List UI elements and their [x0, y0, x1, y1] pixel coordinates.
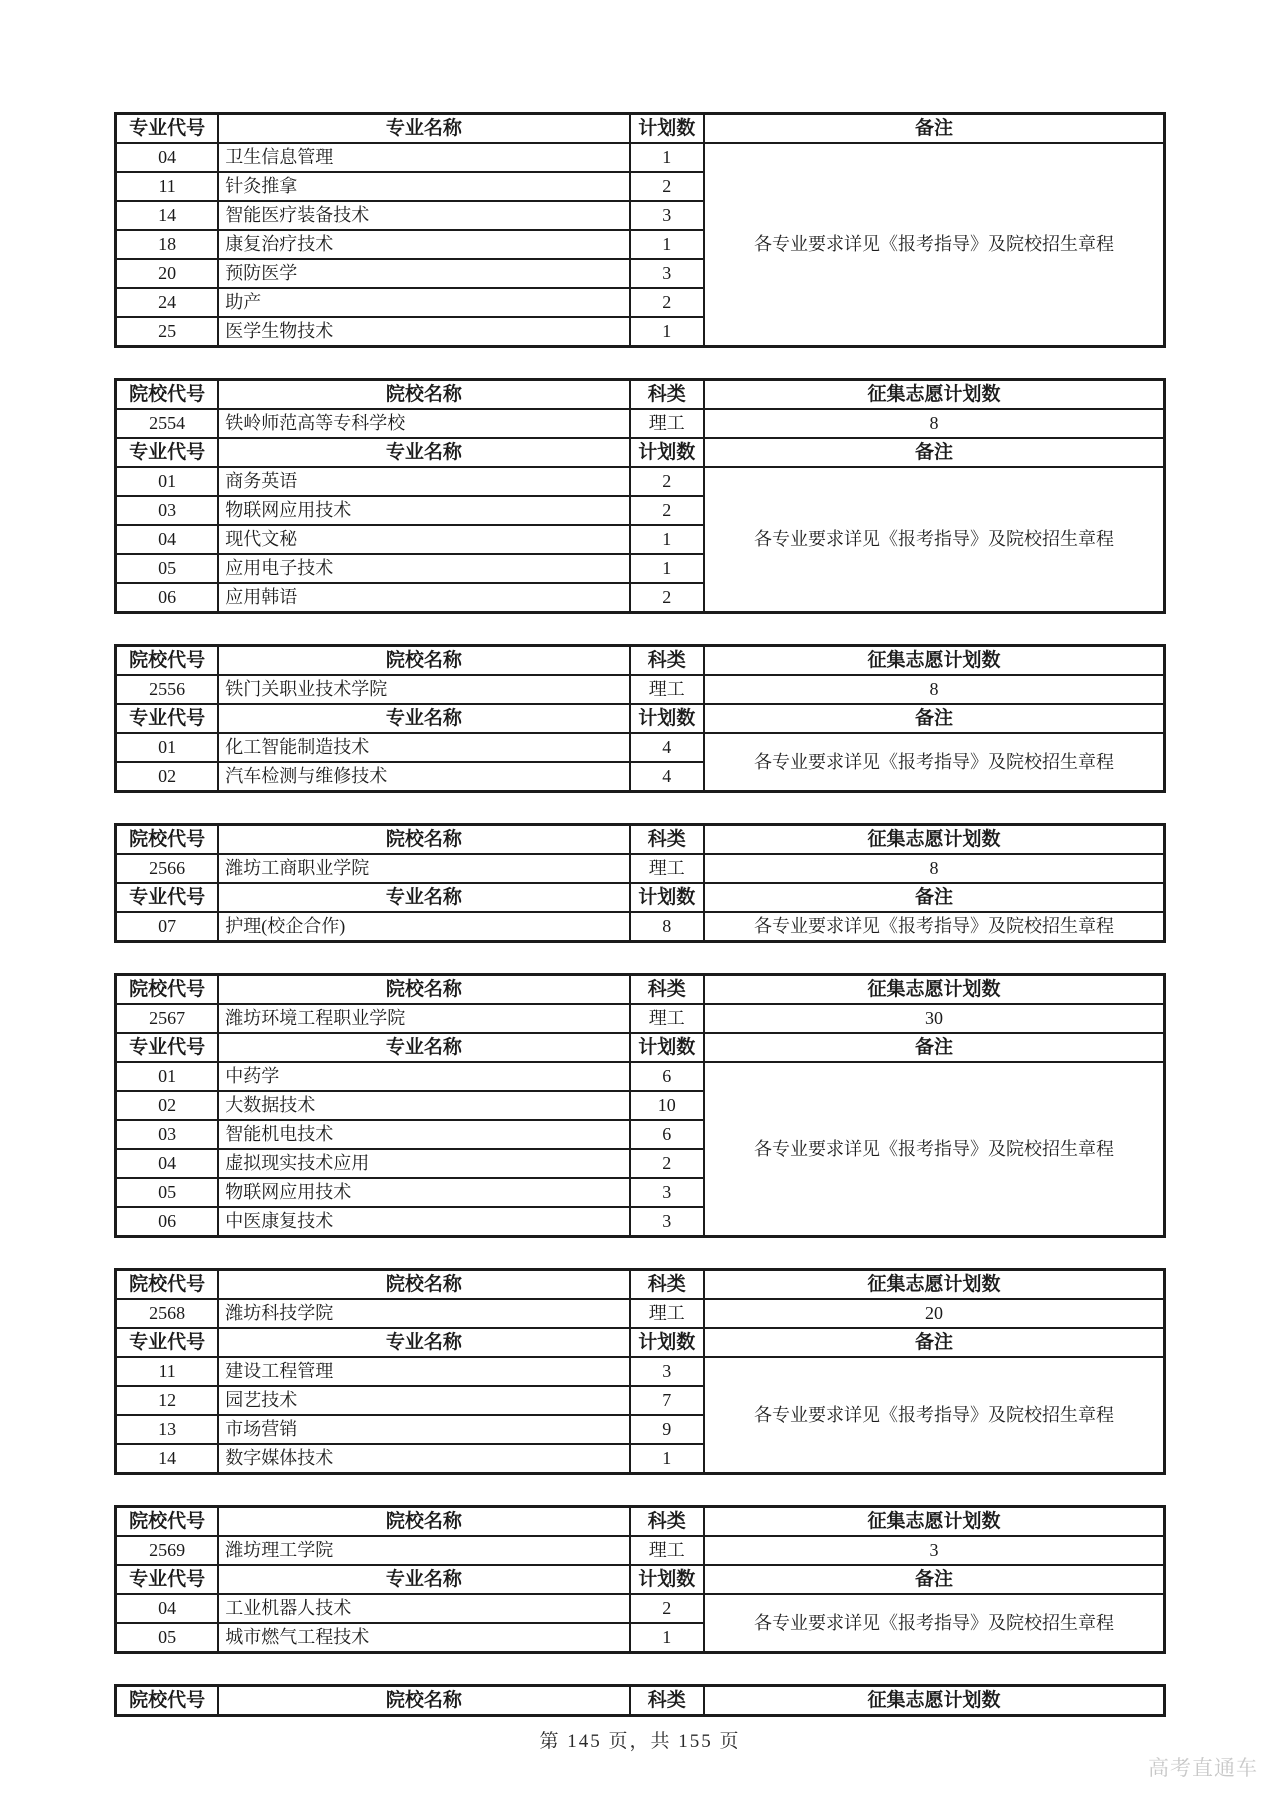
major-code: 11: [116, 172, 219, 201]
school-row: [116, 1536, 1165, 1565]
school-header-cell: 征集志愿计划数: [704, 975, 1165, 1005]
major-count: 2: [630, 467, 704, 496]
school-header-cell: 院校代号: [116, 1686, 219, 1716]
remark-cell: 各专业要求详见《报考指导》及院校招生章程: [704, 1357, 1165, 1474]
school-category: 理工: [630, 675, 704, 704]
school-category: 理工: [630, 409, 704, 438]
school-header-cell: 院校名称: [218, 825, 629, 855]
major-name: 中医康复技术: [218, 1207, 629, 1237]
school-header-cell: 院校名称: [218, 1270, 629, 1300]
major-name: 汽车检测与维修技术: [218, 762, 629, 792]
major-header-cell: 专业代号: [116, 883, 219, 912]
major-name: 中药学: [218, 1062, 629, 1091]
major-name: 智能机电技术: [218, 1120, 629, 1149]
school-header-cell: 征集志愿计划数: [704, 1270, 1165, 1300]
school-header-cell: 征集志愿计划数: [704, 1507, 1165, 1537]
major-count: 8: [630, 912, 704, 942]
school-header-cell: 院校名称: [218, 646, 629, 676]
major-name: 针灸推拿: [218, 172, 629, 201]
school-name: 潍坊理工学院: [218, 1536, 629, 1565]
major-name: 物联网应用技术: [218, 1178, 629, 1207]
major-count: 1: [630, 554, 704, 583]
major-count: 2: [630, 288, 704, 317]
major-count: 1: [630, 230, 704, 259]
school-header-cell: 征集志愿计划数: [704, 646, 1165, 676]
school-header-cell: 科类: [630, 646, 704, 676]
major-code: 13: [116, 1415, 219, 1444]
remark-cell: 各专业要求详见《报考指导》及院校招生章程: [704, 912, 1165, 942]
watermark: 高考直通车: [1148, 1757, 1258, 1780]
admission-plan-table-7: [114, 1505, 1166, 1654]
major-header-row: [116, 1565, 1165, 1594]
school-header-cell: 科类: [630, 1507, 704, 1537]
major-code: 24: [116, 288, 219, 317]
major-name: 园艺技术: [218, 1386, 629, 1415]
school-plan-total: 30: [704, 1004, 1165, 1033]
major-count: 7: [630, 1386, 704, 1415]
school-category: 理工: [630, 854, 704, 883]
school-header-cell: 科类: [630, 825, 704, 855]
school-header-cell: 院校名称: [218, 1686, 629, 1716]
page-footer: 第 145 页，共 155 页: [539, 1731, 741, 1752]
major-header-cell: 专业名称: [218, 438, 629, 467]
major-name: 市场营销: [218, 1415, 629, 1444]
major-name: 现代文秘: [218, 525, 629, 554]
school-header-cell: 院校名称: [218, 975, 629, 1005]
major-header-row: [116, 704, 1165, 733]
school-header-row: [116, 1507, 1165, 1537]
major-name: 卫生信息管理: [218, 143, 629, 172]
major-header-row: [116, 883, 1165, 912]
school-code: 2554: [116, 409, 219, 438]
major-header-cell: 专业名称: [218, 1565, 629, 1594]
major-header-cell: 备注: [704, 1565, 1165, 1594]
remark-cell: 各专业要求详见《报考指导》及院校招生章程: [704, 143, 1165, 347]
school-category: 理工: [630, 1004, 704, 1033]
major-header-cell: 备注: [704, 114, 1165, 144]
school-header-cell: 征集志愿计划数: [704, 380, 1165, 410]
major-count: 4: [630, 733, 704, 762]
school-name: 铁岭师范高等专科学校: [218, 409, 629, 438]
major-header-cell: 备注: [704, 1033, 1165, 1062]
major-header-cell: 专业代号: [116, 438, 219, 467]
major-header-cell: 专业名称: [218, 1328, 629, 1357]
major-header-cell: 专业名称: [218, 1033, 629, 1062]
school-category: 理工: [630, 1299, 704, 1328]
school-header-cell: 征集志愿计划数: [704, 825, 1165, 855]
school-header-cell: 征集志愿计划数: [704, 1686, 1165, 1716]
major-header-cell: 备注: [704, 704, 1165, 733]
major-header-cell: 专业代号: [116, 114, 219, 144]
major-header-cell: 计划数: [630, 1565, 704, 1594]
school-header-cell: 院校代号: [116, 1270, 219, 1300]
major-code: 11: [116, 1357, 219, 1386]
major-code: 18: [116, 230, 219, 259]
major-name: 建设工程管理: [218, 1357, 629, 1386]
major-count: 2: [630, 1149, 704, 1178]
major-header-cell: 计划数: [630, 883, 704, 912]
school-name: 潍坊工商职业学院: [218, 854, 629, 883]
school-name: 潍坊环境工程职业学院: [218, 1004, 629, 1033]
major-count: 10: [630, 1091, 704, 1120]
major-code: 03: [116, 1120, 219, 1149]
school-header-cell: 科类: [630, 1686, 704, 1716]
major-header-cell: 备注: [704, 438, 1165, 467]
major-row: [116, 733, 1165, 762]
school-header-row: [116, 825, 1165, 855]
school-header-cell: 院校代号: [116, 646, 219, 676]
major-code: 07: [116, 912, 219, 942]
school-plan-total: 8: [704, 854, 1165, 883]
school-code: 2567: [116, 1004, 219, 1033]
school-header-cell: 院校名称: [218, 380, 629, 410]
major-code: 01: [116, 733, 219, 762]
major-row: [116, 143, 1165, 172]
major-count: 3: [630, 1357, 704, 1386]
school-code: 2568: [116, 1299, 219, 1328]
major-row: [116, 1594, 1165, 1623]
admission-plan-table-1: [114, 112, 1166, 348]
major-count: 1: [630, 143, 704, 172]
major-count: 1: [630, 525, 704, 554]
major-code: 06: [116, 583, 219, 613]
major-header-row: [116, 438, 1165, 467]
major-header-cell: 专业名称: [218, 883, 629, 912]
school-header-cell: 科类: [630, 975, 704, 1005]
major-header-cell: 专业代号: [116, 1033, 219, 1062]
major-count: 2: [630, 172, 704, 201]
major-header-cell: 专业代号: [116, 704, 219, 733]
major-code: 25: [116, 317, 219, 347]
school-header-cell: 科类: [630, 380, 704, 410]
school-row: [116, 675, 1165, 704]
major-row: [116, 912, 1165, 942]
major-header-cell: 备注: [704, 1328, 1165, 1357]
admission-plan-table-6: [114, 1268, 1166, 1475]
major-code: 04: [116, 1149, 219, 1178]
school-row: [116, 1299, 1165, 1328]
major-header-cell: 专业代号: [116, 1328, 219, 1357]
school-header-cell: 院校代号: [116, 825, 219, 855]
major-name: 物联网应用技术: [218, 496, 629, 525]
major-row: [116, 1062, 1165, 1091]
major-code: 02: [116, 762, 219, 792]
major-count: 2: [630, 1594, 704, 1623]
school-header-row: [116, 1270, 1165, 1300]
school-row: [116, 854, 1165, 883]
school-plan-total: 8: [704, 409, 1165, 438]
major-header-cell: 备注: [704, 883, 1165, 912]
major-header-cell: 计划数: [630, 1328, 704, 1357]
major-count: 9: [630, 1415, 704, 1444]
major-count: 3: [630, 1178, 704, 1207]
major-name: 智能医疗装备技术: [218, 201, 629, 230]
major-count: 6: [630, 1062, 704, 1091]
remark-cell: 各专业要求详见《报考指导》及院校招生章程: [704, 1594, 1165, 1653]
major-header-row: [116, 114, 1165, 144]
school-header-row: [116, 646, 1165, 676]
major-code: 04: [116, 143, 219, 172]
school-code: 2556: [116, 675, 219, 704]
major-header-cell: 专业名称: [218, 704, 629, 733]
school-row: [116, 409, 1165, 438]
major-name: 大数据技术: [218, 1091, 629, 1120]
major-code: 20: [116, 259, 219, 288]
major-name: 助产: [218, 288, 629, 317]
school-header-cell: 院校代号: [116, 975, 219, 1005]
school-plan-total: 3: [704, 1536, 1165, 1565]
major-name: 康复治疗技术: [218, 230, 629, 259]
major-header-row: [116, 1033, 1165, 1062]
major-code: 12: [116, 1386, 219, 1415]
major-header-cell: 专业代号: [116, 1565, 219, 1594]
major-name: 预防医学: [218, 259, 629, 288]
major-count: 3: [630, 259, 704, 288]
major-code: 14: [116, 201, 219, 230]
school-plan-total: 8: [704, 675, 1165, 704]
major-code: 03: [116, 496, 219, 525]
remark-cell: 各专业要求详见《报考指导》及院校招生章程: [704, 1062, 1165, 1237]
major-name: 数字媒体技术: [218, 1444, 629, 1474]
major-code: 05: [116, 1178, 219, 1207]
remark-cell: 各专业要求详见《报考指导》及院校招生章程: [704, 467, 1165, 613]
major-header-cell: 计划数: [630, 438, 704, 467]
school-plan-total: 20: [704, 1299, 1165, 1328]
major-name: 医学生物技术: [218, 317, 629, 347]
school-header-cell: 院校代号: [116, 380, 219, 410]
major-header-cell: 计划数: [630, 114, 704, 144]
school-row: [116, 1004, 1165, 1033]
major-code: 04: [116, 1594, 219, 1623]
major-code: 14: [116, 1444, 219, 1474]
major-count: 1: [630, 317, 704, 347]
school-category: 理工: [630, 1536, 704, 1565]
major-code: 04: [116, 525, 219, 554]
major-code: 01: [116, 1062, 219, 1091]
major-count: 6: [630, 1120, 704, 1149]
school-header-cell: 科类: [630, 1270, 704, 1300]
major-code: 01: [116, 467, 219, 496]
admission-plan-table-3: [114, 644, 1166, 793]
major-header-cell: 计划数: [630, 704, 704, 733]
major-name: 应用韩语: [218, 583, 629, 613]
school-header-row: [116, 1686, 1165, 1716]
major-header-row: [116, 1328, 1165, 1357]
major-name: 城市燃气工程技术: [218, 1623, 629, 1653]
admission-plan-table-2: [114, 378, 1166, 614]
major-count: 2: [630, 496, 704, 525]
school-header-cell: 院校代号: [116, 1507, 219, 1537]
major-code: 06: [116, 1207, 219, 1237]
school-code: 2569: [116, 1536, 219, 1565]
admission-plan-table-4: [114, 823, 1166, 943]
major-name: 护理(校企合作): [218, 912, 629, 942]
major-name: 化工智能制造技术: [218, 733, 629, 762]
major-count: 4: [630, 762, 704, 792]
major-code: 05: [116, 554, 219, 583]
major-name: 应用电子技术: [218, 554, 629, 583]
major-header-cell: 专业名称: [218, 114, 629, 144]
major-count: 1: [630, 1623, 704, 1653]
major-count: 3: [630, 201, 704, 230]
remark-cell: 各专业要求详见《报考指导》及院校招生章程: [704, 733, 1165, 792]
major-name: 商务英语: [218, 467, 629, 496]
major-row: [116, 1357, 1165, 1386]
major-header-cell: 计划数: [630, 1033, 704, 1062]
major-name: 工业机器人技术: [218, 1594, 629, 1623]
major-count: 3: [630, 1207, 704, 1237]
major-row: [116, 467, 1165, 496]
major-name: 虚拟现实技术应用: [218, 1149, 629, 1178]
major-code: 02: [116, 1091, 219, 1120]
school-code: 2566: [116, 854, 219, 883]
tables-container: [114, 112, 1166, 1747]
school-header-row: [116, 975, 1165, 1005]
major-count: 1: [630, 1444, 704, 1474]
school-name: 铁门关职业技术学院: [218, 675, 629, 704]
admission-plan-table-5: [114, 973, 1166, 1238]
school-header-row: [116, 380, 1165, 410]
admission-plan-table-8: [114, 1684, 1166, 1717]
major-count: 2: [630, 583, 704, 613]
school-name: 潍坊科技学院: [218, 1299, 629, 1328]
school-header-cell: 院校名称: [218, 1507, 629, 1537]
major-code: 05: [116, 1623, 219, 1653]
